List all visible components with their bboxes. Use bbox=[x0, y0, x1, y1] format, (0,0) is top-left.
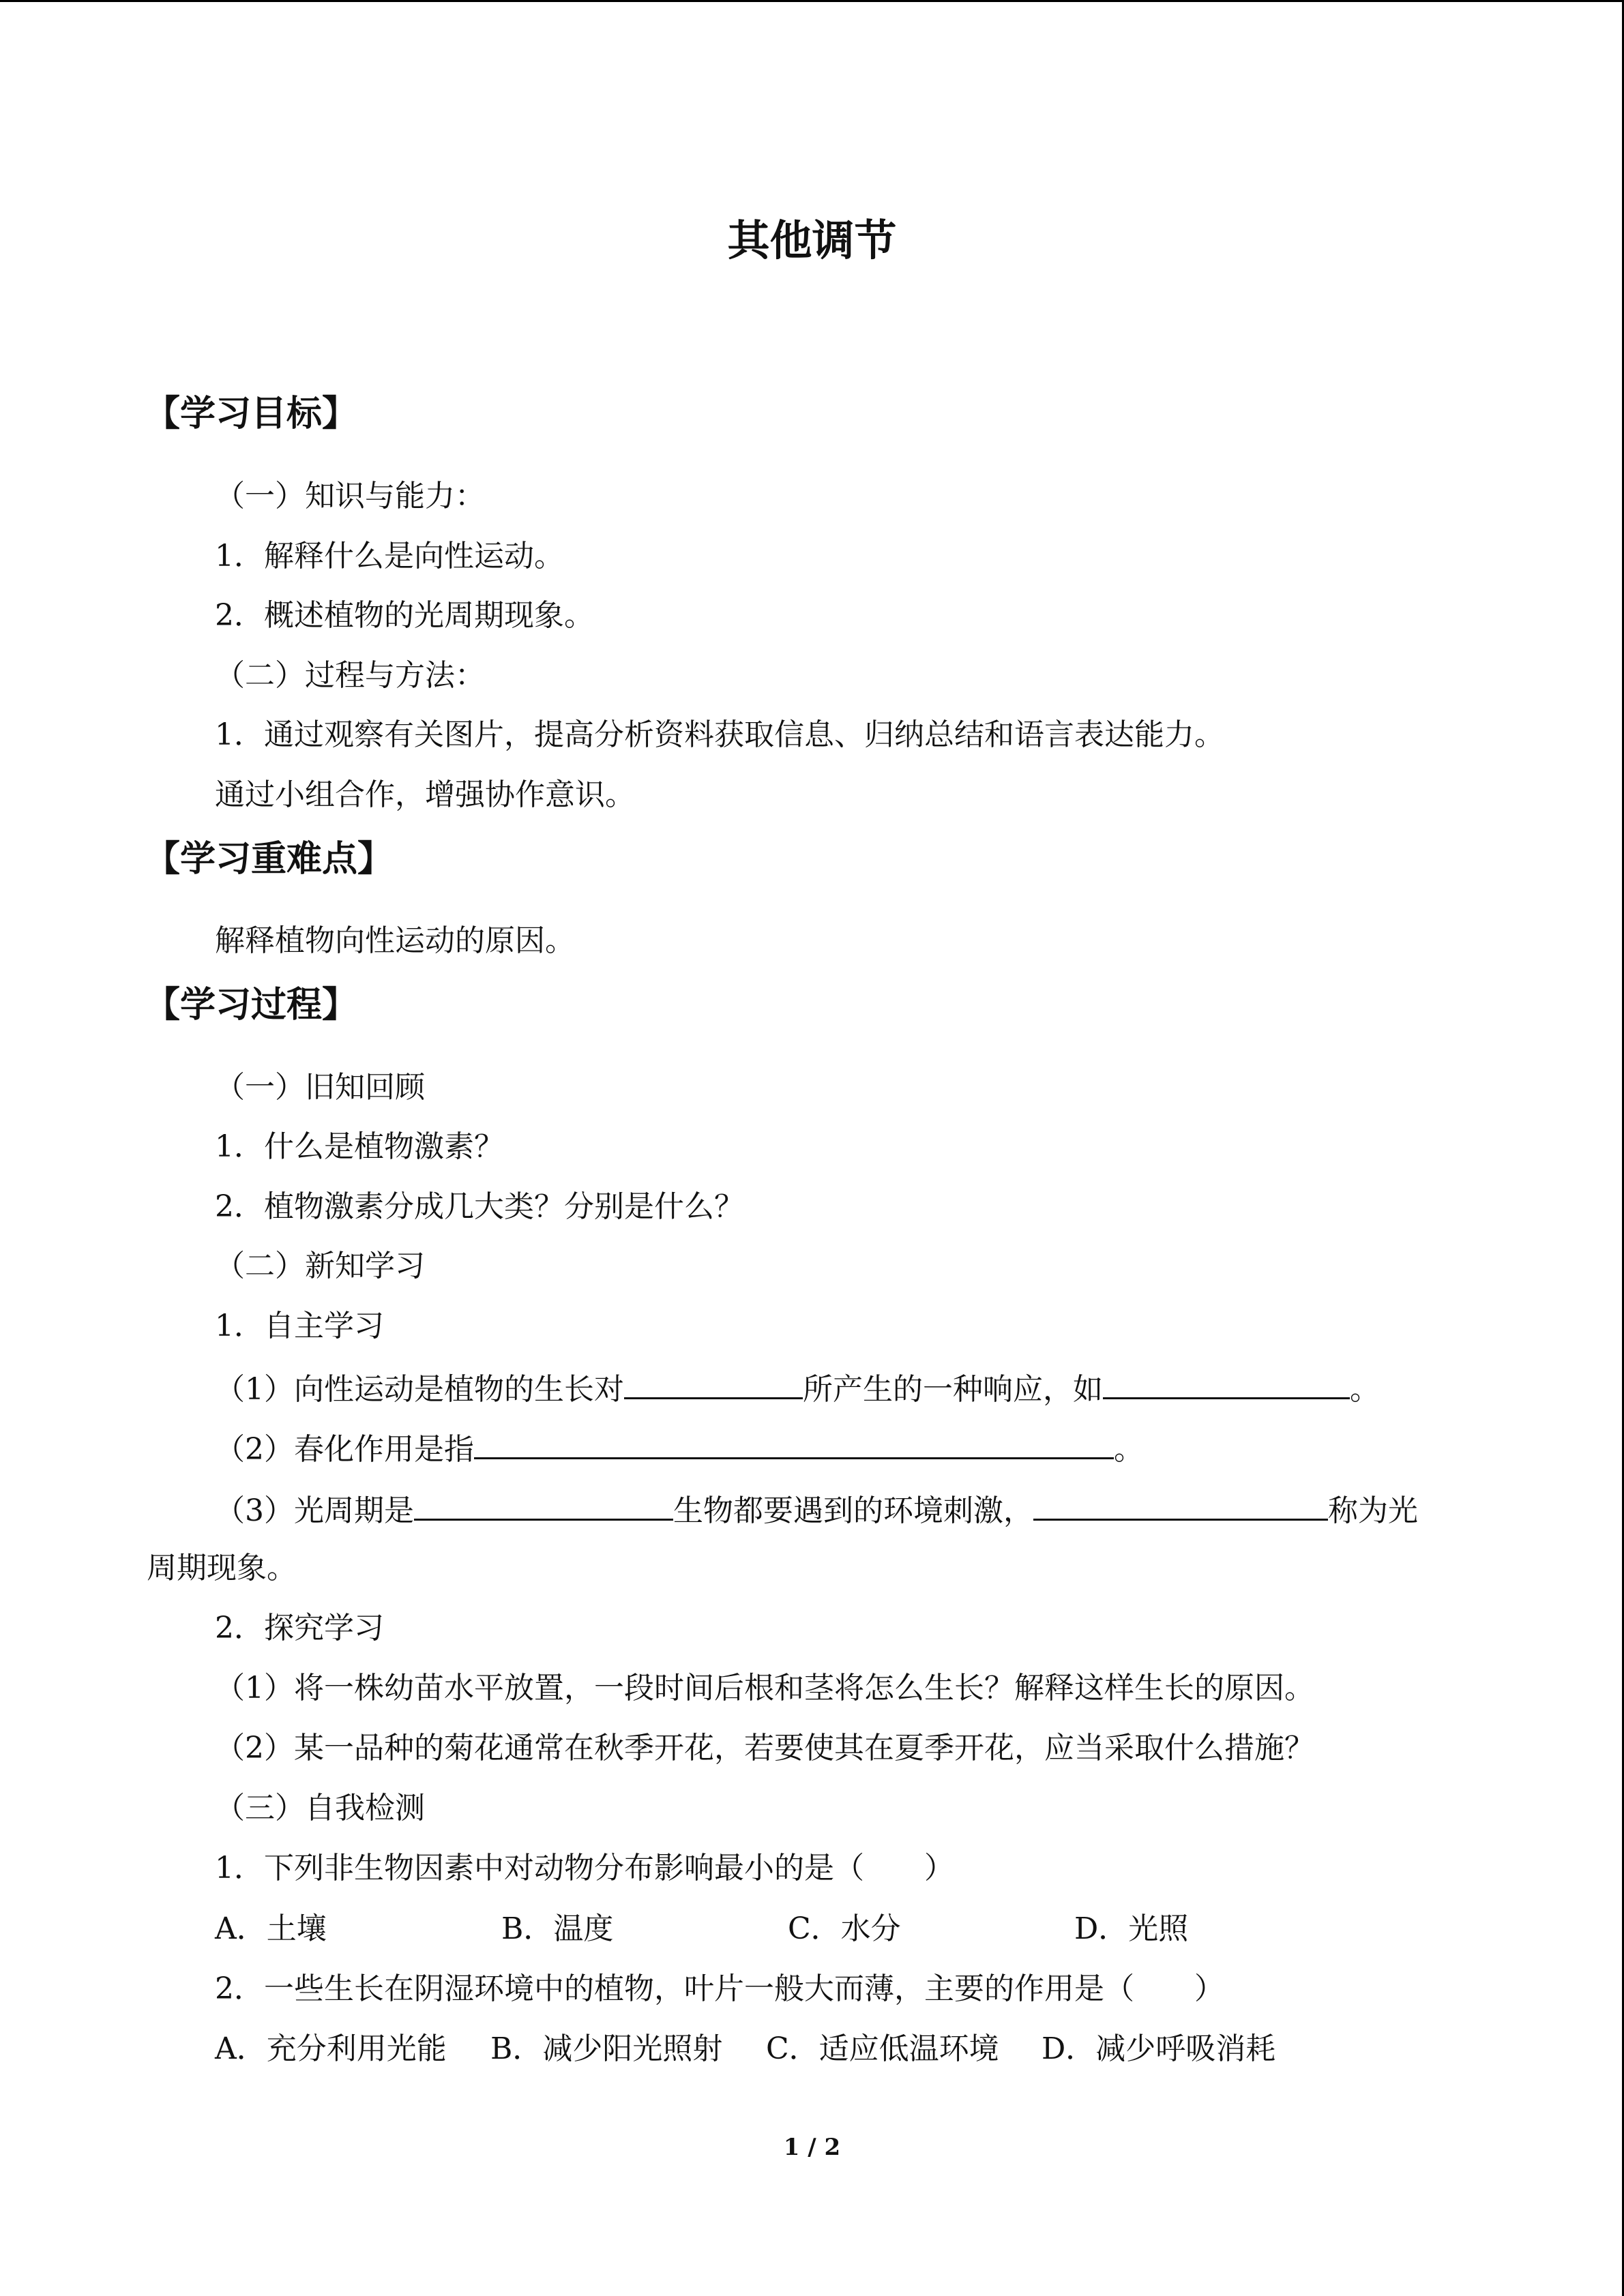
option-d: D．光照 bbox=[1074, 1911, 1189, 1946]
review-title: （一）旧知回顾 bbox=[215, 1070, 425, 1105]
explore-title: 2．探究学习 bbox=[215, 1611, 384, 1645]
fill-in-blank[interactable] bbox=[1033, 1487, 1328, 1521]
fill-in-blank[interactable] bbox=[474, 1426, 1114, 1459]
fill-in-2-text-b: 。 bbox=[1114, 1432, 1144, 1467]
keypoints-line: 解释植物向性运动的原因。 bbox=[215, 923, 575, 958]
fill-in-2-text-a: （2）春化作用是指 bbox=[215, 1432, 474, 1467]
option-a: A．土壤 bbox=[215, 1911, 327, 1946]
option-b: B．减少阳光照射 bbox=[490, 2031, 723, 2066]
fill-in-line-1 bbox=[215, 1366, 1380, 1410]
option-c: C．水分 bbox=[788, 1911, 901, 1946]
goals-line: 2．概述植物的光周期现象。 bbox=[215, 598, 594, 633]
fill-in-line-2 bbox=[215, 1426, 1144, 1470]
self-check-title: （三）自我检测 bbox=[215, 1791, 425, 1825]
section-heading-process: 【学习过程】 bbox=[145, 985, 358, 1026]
option-a: A．充分利用光能 bbox=[215, 2031, 447, 2066]
option-c: C．适应低温环境 bbox=[766, 2031, 999, 2066]
fill-in-blank[interactable] bbox=[624, 1366, 803, 1399]
page-number: 1 / 2 bbox=[783, 2134, 841, 2161]
check-question-1-options bbox=[215, 1909, 1188, 1950]
section-heading-goals: 【学习目标】 bbox=[145, 393, 358, 434]
fill-in-1-text-b: 所产生的一种响应，如 bbox=[803, 1372, 1103, 1407]
fill-in-3-continuation: 周期现象。 bbox=[147, 1551, 297, 1585]
new-knowledge-title: （二）新知学习 bbox=[215, 1249, 425, 1283]
fill-in-3-text-a: （3）光周期是 bbox=[215, 1493, 414, 1528]
fill-in-line-3 bbox=[215, 1487, 1418, 1532]
check-question-1: 1．下列非生物因素中对动物分布影响最小的是（ ） bbox=[215, 1851, 954, 1885]
review-question-1: 1．什么是植物激素？ bbox=[215, 1129, 504, 1164]
fill-in-1-text-c: 。 bbox=[1350, 1372, 1380, 1407]
option-b: B．温度 bbox=[501, 1911, 614, 1946]
goals-line: 通过小组合作，增强协作意识。 bbox=[215, 777, 635, 812]
goals-line: 1．通过观察有关图片，提高分析资料获取信息、归纳总结和语言表达能力。 bbox=[215, 717, 1224, 752]
check-question-2: 2．一些生长在阴湿环境中的植物，叶片一般大而薄，主要的作用是（ ） bbox=[215, 1971, 1224, 2006]
goals-line: （二）过程与方法： bbox=[215, 658, 485, 693]
explore-question-1: （1）将一株幼苗水平放置，一段时间后根和茎将怎么生长？解释这样生长的原因。 bbox=[215, 1671, 1314, 1705]
review-question-2: 2．植物激素分成几大类？分别是什么？ bbox=[215, 1189, 744, 1224]
option-d: D．减少呼吸消耗 bbox=[1042, 2031, 1276, 2066]
goals-line: 1．解释什么是向性运动。 bbox=[215, 539, 564, 573]
fill-in-blank[interactable] bbox=[1103, 1366, 1350, 1399]
goals-line: （一）知识与能力： bbox=[215, 479, 485, 513]
check-question-2-options bbox=[215, 2029, 1275, 2070]
fill-in-1-text-a: （1）向性运动是植物的生长对 bbox=[215, 1372, 624, 1407]
explore-question-2: （2）某一品种的菊花通常在秋季开花，若要使其在夏季开花，应当采取什么措施？ bbox=[215, 1731, 1314, 1765]
fill-in-3-text-c: 称为光 bbox=[1328, 1493, 1418, 1528]
document-title: 其他调节 bbox=[727, 215, 897, 265]
fill-in-3-text-b: 生物都要遇到的环境刺激， bbox=[673, 1493, 1033, 1528]
self-study-title: 1．自主学习 bbox=[215, 1309, 384, 1343]
fill-in-blank[interactable] bbox=[414, 1487, 673, 1521]
page-top-border bbox=[0, 0, 1624, 2]
section-heading-keypoints: 【学习重难点】 bbox=[145, 839, 394, 880]
